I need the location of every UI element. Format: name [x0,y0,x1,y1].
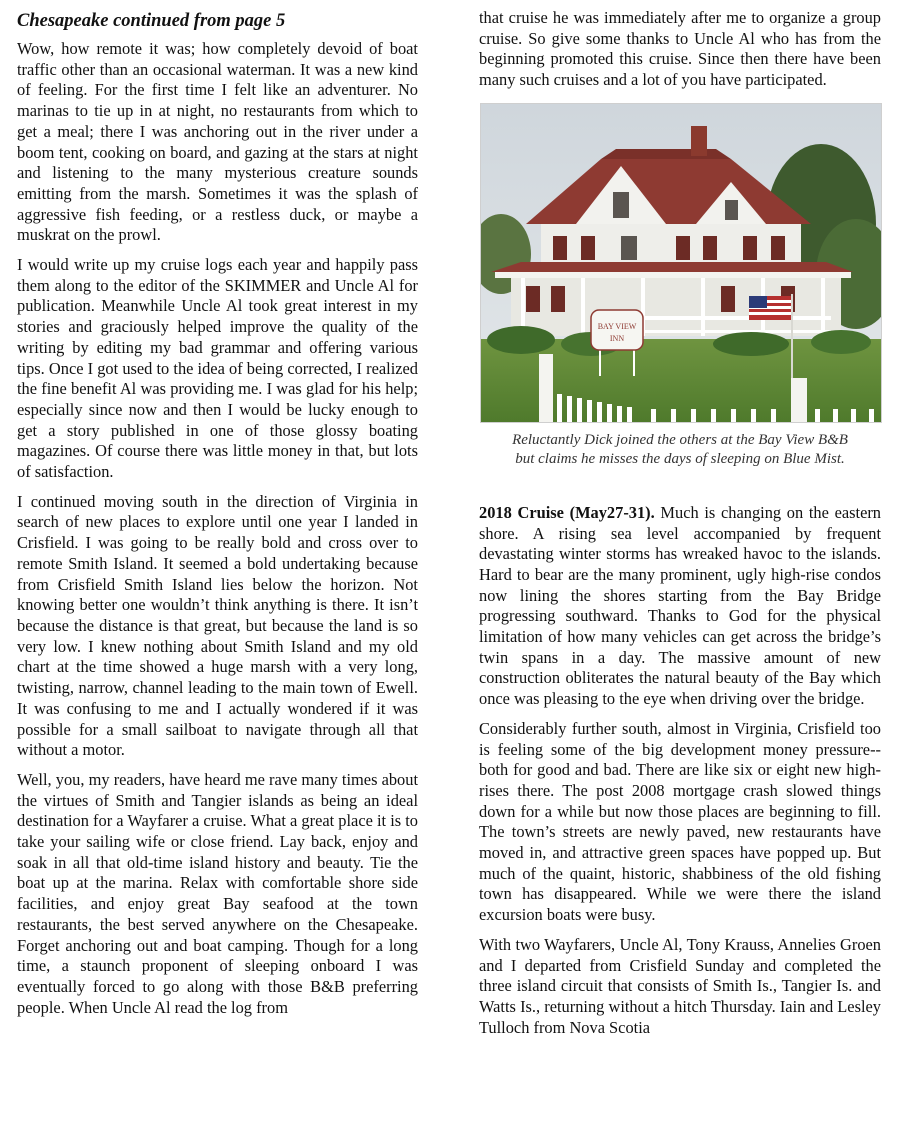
cruise-paragraph-text: Much is changing on the eastern shore. A rising sea level accompanied by frequent devastating winter storms has wreaked havoc to the islands. Hard to bear are the many prominent, ugly high-rise condos now lining the shores starting from the Bay Bridge progressing southward. Thanks to God for the physical limitation of how many vehicles can get across the bridge’s twin spans in a day. The massive amount of new construction obliterates the natural beauty of the Bay which once was pleasing to the eye when driving over the bridge. [479,502,881,709]
body-paragraph: I would write up my cruise logs each year and happily pass them along to the editor of the SKIMMER and Uncle Al for publication. Meanwhile Uncle Al took great interest in my stories and graciously helped improve the quality of the writing by editing my bad grammar and offering various tips. Once I got used to the idea of being corrected, I realized the fine benefit Al was providing me. I was glad for his help; especially since now and then I would be lucky enough to get a story published in one of those glossy boating magazines. Of course there was little money in that, but lots of satisfaction. [17,255,418,482]
caption-line: Reluctantly Dick joined the others at the Bay View B&B [512,431,848,448]
body-paragraph: I continued moving south in the direction of Virginia in search of new places to explore until one year I landed in Crisfield. I was going to be really bold and cross over to remote Smith Island. It seemed a bold undertaking because from Crisfield Smith Island lies below the horizon. Not knowing better one wouldn’t think anything is there. It isn’t because the distance is that great, but because the land is so very low. I knew nothing about Smith Island and my old chart at the time showed a huge marsh with a very long, twisting, narrow, channel leading to the main town of Ewell. It was confusing to me and I actually wondered if it was possible for a small sailboat to navigate through all that without a motor. [17,491,418,760]
caption-line: but claims he misses the days of sleeping on Blue Mist. [515,450,845,467]
sign-text-line-1: BAY VIEW [597,321,637,331]
bay-view-inn-photo [480,103,882,423]
body-paragraph: that cruise he was immediately after me to organize a group cruise. So give some thanks to Uncle Al who has from the beginning promoted this cruise. Since then there have been many such cruises and a lot of you have participated. [479,8,881,90]
body-paragraph: With two Wayfarers, Uncle Al, Tony Krauss, Annelies Groen and I departed from Crisfield Sunday and completed the three island circuit that consists of Smith Is., Tangier Is. and Watts Is., returning without a hitch Thursday. Iain and Lesley Tulloch from Nova Scotia [479,934,881,1037]
right-column [479,8,881,1047]
cruise-paragraph [479,503,881,710]
left-column [17,8,418,1027]
body-paragraph: Considerably further south, almost in Virginia, Crisfield too is feeling some of the big development money pressure--both for good and bad. There are like six or eight new high-rises there. The post 2008 mortgage crash slowed things down for a while but now those places are beginning to fill. The town’s streets are newly paved, new restaurants have moved in, and attractive green spaces have popped up. But much of the quaint, historic, shabbiness of the old fishing town has disappeared. While we were there the island excursion boats were busy. [479,718,881,925]
continuation-heading: Chesapeake continued from page 5 [17,11,286,31]
body-paragraph: Well, you, my readers, have heard me rave many times about the virtues of Smith and Tangier islands as being an ideal destination for a Wayfarer a cruise. What a great place it is to take your sailing wife or close friend. Lay back, enjoy and soak in all that old-time island history and beauty. Tie the boat up at the marina. Relax with comfortable shore side facilities, and enjoy great Bay seafood at the town restaurants, the best served anywhere on the Chesapeake. Forget anchoring out and boat camping. Though for a long time, a staunch proponent of sleeping onboard I was eventually forced to go along with those B&B preferring people. When Uncle Al read the log from [17,769,418,1017]
body-paragraph: Wow, how remote it was; how completely devoid of boat traffic other than an occasional waterman. It was a new kind of feeling. For the first time I felt like an adventurer. No marinas to tie up in at night, no restaurants from which to get a meal; there I was anchoring out in the river under a boom tent, cooking on board, and gazing at the stars at night and listening to the many mysterious creature sounds emitting from the marsh. Sometimes it was the splash of aggressive fish feeding, or a restless duck, or maybe a muskrat on the prowl. [17,39,418,245]
sign-text-line-2: INN [609,333,625,343]
cruise-section-title: 2018 Cruise (May27-31). [479,502,655,522]
photo-caption [479,431,881,469]
